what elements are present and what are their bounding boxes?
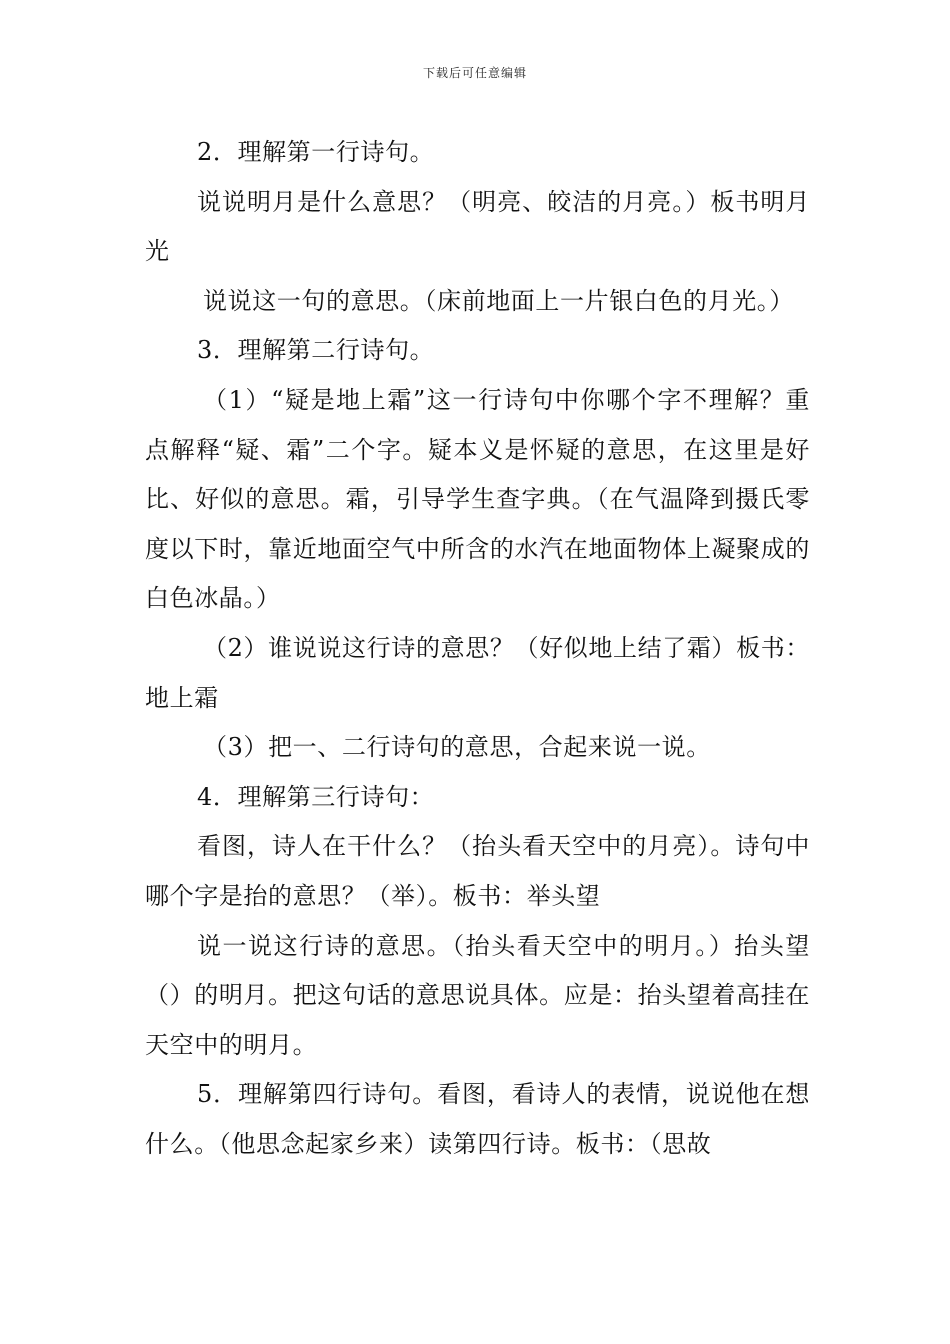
step-3-heading: 3．理解第二行诗句。 xyxy=(197,336,435,365)
step-5-heading: 5．理解第四行诗句。看图，看诗人的表情，说说他在想什么。（他思念起家乡来）读第四行诗。板书：（思故 xyxy=(145,1080,810,1158)
paragraph-moon-meaning: 说说明月是什么意思？（明亮、皎洁的月亮。）板书明月光 xyxy=(145,187,810,266)
paragraph-third-line-meaning: 说一说这行诗的意思。（抬头看天空中的明月。）抬头望（）的明月。把这句话的意思说具体。应是：抬头望着高挂在天空中的明月。 xyxy=(145,931,810,1059)
document-body xyxy=(145,128,810,1169)
paragraph-frost-explanation: （1）“疑是地上霜”这一行诗句中你哪个字不理解？重点解释“疑、霜”二个字。疑本义是怀疑的意思，在这里是好比、好似的意思。霜，引导学生查字典。（在气温降到摄氏零度以下时，靠近地面空气中所含的水汽在地面物体上凝聚成的白色冰晶。） xyxy=(145,385,810,613)
page-header: 下载后可任意编辑 xyxy=(422,66,527,80)
paragraph-look-at-picture: 看图，诗人在干什么？（抬头看天空中的月亮）。诗句中哪个字是抬的意思？（举）。板书：举头望 xyxy=(145,832,810,910)
paragraph-frost-meaning: （2）谁说说这行诗的意思？（好似地上结了霜）板书：地上霜 xyxy=(145,633,810,712)
step-4-heading: 4．理解第三行诗句： xyxy=(197,782,435,811)
step-2-heading: 2．理解第一行诗句。 xyxy=(197,138,435,166)
paragraph-line-meaning: 说说这一句的意思。（床前地面上一片银白色的月光。） xyxy=(203,286,794,315)
paragraph-combine-lines: （3）把一、二行诗句的意思，合起来说一说。 xyxy=(203,733,711,762)
